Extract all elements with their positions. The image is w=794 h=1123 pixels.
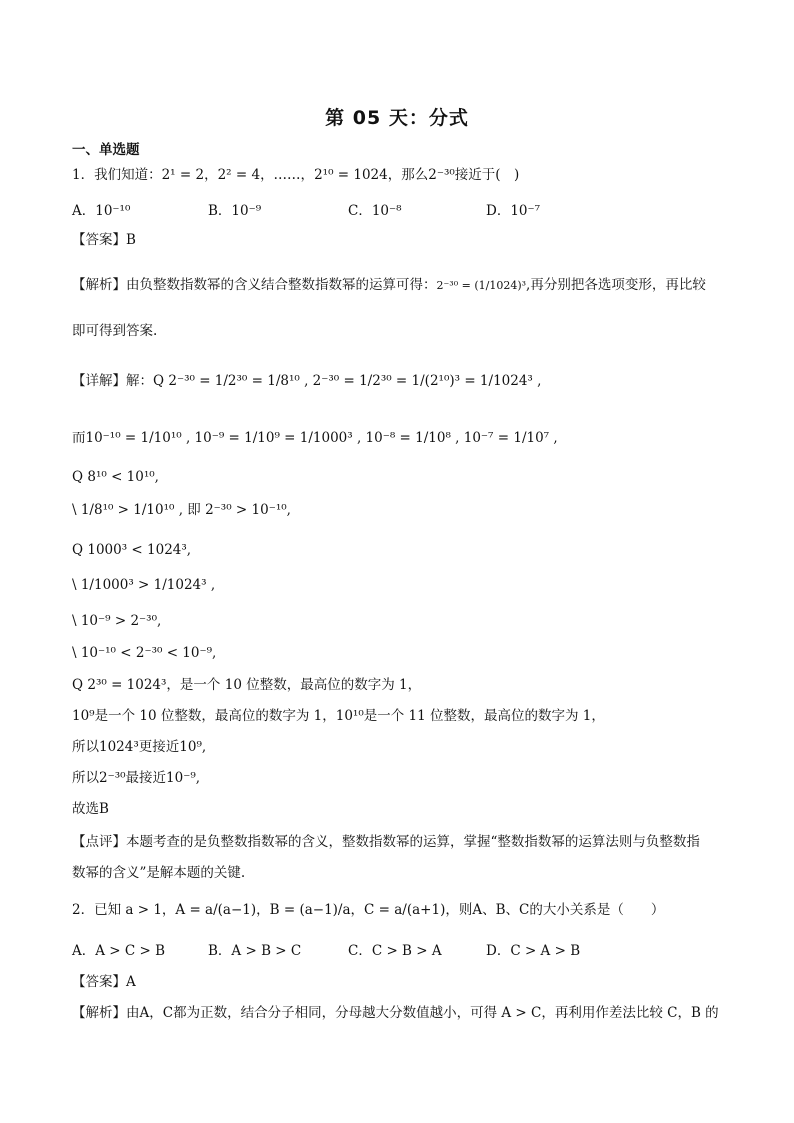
q1-math-1: 2¹ = 2	[161, 167, 205, 183]
question-2-stem: 2．已知 a > 1，A = a/(a−1)，B = (a−1)/a，C = a/(a+1)，则A、B、C的大小关系是（ ）	[72, 902, 665, 918]
q1-analysis-math: 2⁻³⁰ = (1/1024)³	[436, 279, 527, 292]
q1-answer: 【答案】B	[72, 232, 136, 248]
q1-detail-13: 故选B	[72, 801, 109, 817]
q2-option-d: D．C > A > B	[486, 943, 581, 959]
q2-option-b: B．A > B > C	[208, 943, 302, 959]
q1-dots: ，……，	[260, 167, 315, 183]
q2-option-c: C．C > B > A	[348, 943, 442, 959]
q1-detail-11: 所以1024³更接近10⁹,	[72, 739, 207, 755]
q1-comment-cont: 数幂的含义”是解本题的关键.	[72, 865, 246, 881]
q2-analysis: 【解析】由A，C都为正数，结合分子相同，分母越大分数值越小，可得 A > C，再利用作差法比较 C，B 的	[72, 1005, 719, 1021]
page-title: 第 05 天：分式	[325, 107, 469, 129]
q1-analysis	[72, 276, 706, 295]
q1-detail-2: 而10⁻¹⁰ = 1/10¹⁰ , 10⁻⁹ = 1/10⁹ = 1/1000³ , 10⁻⁸ = 1/10⁸ , 10⁻⁷ = 1/10⁷ ,	[72, 430, 558, 446]
q1-analysis-text-2: ,再分别把各选项变形，再比较	[526, 277, 706, 293]
q1-detail-12: 所以2⁻³⁰最接近10⁻⁹,	[72, 770, 201, 786]
q1-option-a: A．10⁻¹⁰	[72, 203, 131, 219]
q1-stem-text-3: 接近于( )	[454, 167, 520, 183]
q1-option-c: C．10⁻⁸	[348, 203, 402, 219]
q1-option-d: D．10⁻⁷	[486, 203, 541, 219]
q1-analysis-text: 【解析】由负整数指数幂的含义结合整数指数幂的运算可得：	[72, 277, 437, 293]
section-heading: 一、单选题	[72, 142, 140, 158]
q1-detail-7: \ 10⁻⁹ > 2⁻³⁰,	[72, 613, 162, 629]
q1-detail-3: Q 8¹⁰ < 10¹⁰,	[72, 469, 159, 485]
q1-comment: 【点评】本题考查的是负整数指数幂的含义，整数指数幂的运算，掌握“整数指数幂的运算法则与负整数指	[72, 834, 700, 850]
q1-analysis-cont: 即可得到答案.	[72, 323, 158, 339]
q2-answer: 【答案】A	[72, 974, 136, 990]
q1-sep-1: ，	[204, 167, 218, 183]
q1-detail-10: 10⁹是一个 10 位整数，最高位的数字为 1，10¹⁰是一个 11 位整数，最高位的数字为 1，	[72, 708, 605, 724]
question-1-stem	[72, 166, 519, 184]
q1-detail-4: \ 1/8¹⁰ > 1/10¹⁰ , 即 2⁻³⁰ > 10⁻¹⁰,	[72, 502, 291, 518]
q1-math-4: 2⁻³⁰	[428, 167, 455, 183]
q1-stem-text: 1．我们知道：	[72, 167, 162, 183]
q1-detail-9: Q 2³⁰ = 1024³，是一个 10 位整数，最高位的数字为 1，	[72, 677, 422, 693]
q1-detail-label: 【详解】解：	[72, 373, 153, 389]
q1-detail-5: Q 1000³ < 1024³,	[72, 542, 192, 558]
q1-detail-math-1: Q 2⁻³⁰ = 1/2³⁰ = 1/8¹⁰ , 2⁻³⁰ = 1/2³⁰ = 1/(2¹⁰)³ = 1/1024³ ,	[153, 373, 542, 389]
q1-detail-6: \ 1/1000³ > 1/1024³ ,	[72, 577, 216, 593]
q1-math-3: 2¹⁰ = 1024	[314, 167, 388, 183]
q1-detail-8: \ 10⁻¹⁰ < 2⁻³⁰ < 10⁻⁹,	[72, 645, 217, 661]
q2-option-a: A．A > C > B	[72, 943, 166, 959]
q1-detail-1	[72, 372, 541, 390]
q1-stem-text-2: ，那么	[387, 167, 429, 183]
q1-math-2: 2² = 4	[217, 167, 261, 183]
q1-option-b: B．10⁻⁹	[208, 203, 262, 219]
